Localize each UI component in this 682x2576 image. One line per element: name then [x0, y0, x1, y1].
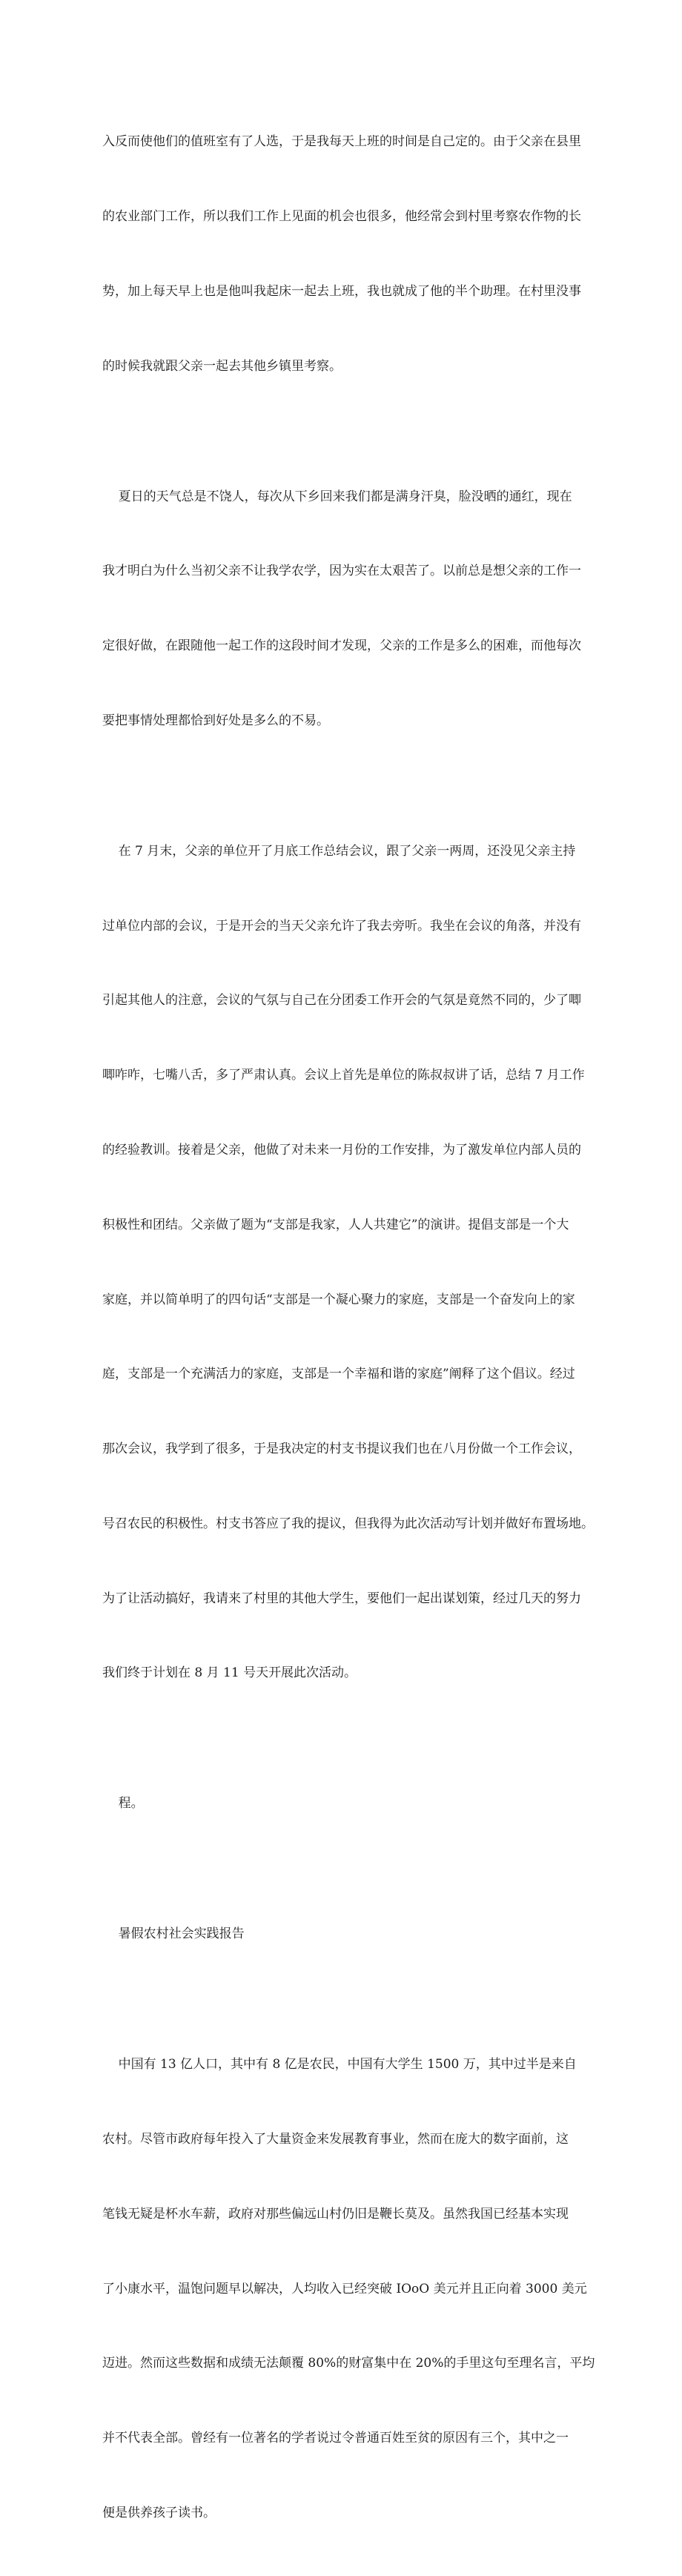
text-line: 并不代表全部。曾经有一位著名的学者说过令普通百姓至贫的原因有三个，其中之一 [102, 2431, 569, 2446]
text-line: 积极性和团结。父亲做了题为“支部是我家，人人共建它”的演讲。提倡支部是一个大 [102, 1217, 569, 1232]
section-heading [102, 1872, 592, 1997]
text-line: 定很好做，在跟随他一起工作的这段时间才发现，父亲的工作是多么的困难，而他每次 [102, 638, 581, 654]
text-line: 那次会议，我学到了很多，于是我决定的村支书提议我们也在八月份做一个工作会议， [102, 1441, 581, 1457]
text-line: 农村。尽管市政府每年投入了大量资金来发展教育事业，然而在庞大的数字面前，这 [102, 2132, 569, 2147]
text-line: 中国有 13 亿人口，其中有 8 亿是农民，中国有大学生 1500 万，其中过半是来自 [102, 2057, 577, 2073]
text-line: 入反而使他们的值班室有了人选，于是我每天上班的时间是自己定的。由于父亲在县里 [102, 134, 581, 150]
text-line: 我们终于计划在 8 月 11 号天开展此次活动。 [102, 1665, 357, 1681]
text-line: 唧咋咋，七嘴八舌，多了严肃认真。会议上首先是单位的陈叔叔讲了话，总结 7 月工作 [102, 1068, 585, 1083]
document-body [102, 80, 595, 2576]
paragraph-4 [102, 1742, 592, 1866]
paragraph-1 [102, 80, 592, 429]
paragraph-2 [102, 435, 592, 783]
text-line: 笔钱无疑是杯水车薪，政府对那些偏远山村仍旧是鞭长莫及。虽然我国已经基本实现 [102, 2206, 569, 2222]
text-line: 庭，支部是一个充满活力的家庭，支部是一个幸福和谐的家庭”阐释了这个倡议。经过 [102, 1367, 575, 1382]
text-line: 要把事情处理都恰到好处是多么的不易。 [102, 713, 329, 728]
paragraph-5 [102, 2003, 595, 2576]
text-line: 在 7 月末，父亲的单位开了月底工作总结会议，跟了父亲一两周，还没见父亲主持 [102, 843, 576, 859]
text-line: 程。 [102, 1796, 144, 1812]
text-line: 为了让活动搞好，我请来了村里的其他大学生，要他们一起出谋划策，经过几天的努力 [102, 1591, 581, 1606]
text-line: 的时候我就跟父亲一起去其他乡镇里考察。 [102, 358, 342, 374]
text-line: 过单位内部的会议，于是开会的当天父亲允许了我去旁听。我坐在会议的角落，并没有 [102, 918, 581, 934]
text-line: 的经验教训。接着是父亲，他做了对未来一月份的工作安排，为了激发单位内部人员的 [102, 1142, 581, 1157]
text-line: 家庭，并以简单明了的四句话“支部是一个凝心聚力的家庭，支部是一个奋发向上的家 [102, 1292, 575, 1307]
text-line: 势，加上每天早上也是他叫我起床一起去上班，我也就成了他的半个助理。在村里没事 [102, 283, 581, 299]
text-line: 夏日的天气总是不饶人，每次从下乡回来我们都是满身汗臭，脸没晒的通红，现在 [102, 489, 572, 504]
text-line: 引起其他人的注意，会议的气氛与自己在分团委工作开会的气氛是竟然不同的，少了唧 [102, 993, 581, 1008]
text-line: 迈进。然而这些数据和成绩无法颠覆 80%的财富集中在 20%的手里这句至理名言，平均 [102, 2356, 595, 2371]
text-line: 的农业部门工作，所以我们工作上见面的机会也很多，他经常会到村里考察农作物的长 [102, 208, 581, 224]
text-line: 便是供养孩子读书。 [102, 2506, 216, 2520]
text-line: 了小康水平，温饱问题早以解决，人均收入已经突破 IOoO 美元并且正向着 3000 美元 [102, 2281, 587, 2296]
text-line: 号召农民的积极性。村支书答应了我的提议，但我得为此次活动写计划并做好布置场地。 [102, 1516, 594, 1531]
heading-text: 暑假农村社会实践报告 [102, 1926, 245, 1942]
text-line: 我才明白为什么当初父亲不让我学农学，因为实在太艰苦了。以前总是想父亲的工作一 [102, 564, 581, 579]
paragraph-3 [102, 790, 592, 1737]
